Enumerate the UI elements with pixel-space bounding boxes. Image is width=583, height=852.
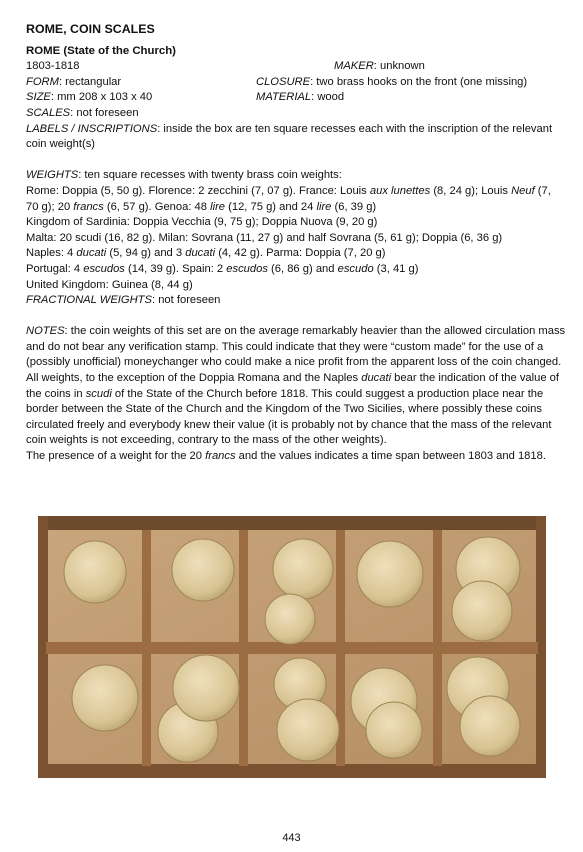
- coin-weight: [265, 594, 315, 644]
- notes-label: NOTES: [26, 325, 65, 338]
- page-title: ROME, COIN SCALES: [26, 22, 155, 36]
- form-value: : rectangular: [58, 75, 122, 88]
- coin-weight: [452, 581, 512, 641]
- maker-value: : unknown: [373, 60, 425, 73]
- coin-box-photo: [38, 516, 546, 778]
- fractional-label: FRACTIONAL WEIGHTS: [26, 294, 152, 307]
- coin-weight: [277, 699, 339, 761]
- material-field: [256, 90, 566, 106]
- date-text: 1803-1818: [26, 60, 80, 73]
- closure-label: CLOSURE: [256, 75, 311, 88]
- coin-weight: [357, 541, 423, 607]
- page-subtitle: ROME (State of the Church): [26, 44, 176, 57]
- weights-label: WEIGHTS: [26, 169, 79, 182]
- maker-label: MAKER: [334, 60, 374, 73]
- labels-value: : inside the box are ten square recesses each with the inscription of the relevant coin weight(s): [26, 122, 553, 151]
- scales-label: SCALES: [26, 106, 71, 119]
- notes-paragraph-3: The presence of a weight for the 20 francs and the values indicates a time span between 1803 and 1818.: [26, 450, 546, 463]
- form-label: FORM: [26, 75, 59, 88]
- material-value: : wood: [311, 91, 345, 104]
- weights-line-1: Rome: Doppia (5, 50 g). Florence: 2 zecchini (7, 07 g). France: Louis aux lunettes (8, 24 g); Louis Neuf (7, 70 g); 20 francs (6, 57 g). Genoa: 48 lire (12, 75 g) and 24 lire (6, 39 g): [26, 184, 551, 213]
- closure-value: : two brass hooks on the front (one missing): [310, 75, 528, 88]
- form-field: [26, 75, 256, 91]
- size-field: [26, 90, 256, 106]
- size-value: : mm 208 x 103 x 40: [50, 91, 153, 104]
- size-label: SIZE: [26, 91, 51, 104]
- notes-paragraph-2: All weights, to the exception of the Doppia Romana and the Naples ducati bear the indication of the value of the coins in scudi of the State of the Church before 1818. This could suggest a production place near the border between the State of the Church and the Kingdom of the Two Sicilies, where possibly these coins circulated freely and everybody knew their value (it is probably not by chance that the mass of the relevant coin weights is not exceeding, contrary to the mass of the other weights).: [26, 372, 560, 447]
- labels-label: LABELS / INSCRIPTIONS: [26, 122, 158, 135]
- coin-weight: [72, 665, 138, 731]
- page-number: 443: [282, 832, 301, 844]
- coin-weight: [64, 541, 126, 603]
- weights-line-4: Naples: 4 ducati (5, 94 g) and 3 ducati (4, 42 g). Parma: Doppia (7, 20 g): [26, 247, 386, 260]
- row-date-maker: [26, 59, 566, 75]
- labels-field: [26, 122, 566, 153]
- material-label: MATERIAL: [256, 91, 312, 104]
- coin-weight: [172, 539, 234, 601]
- fractional-field: [26, 293, 566, 309]
- notes-paragraph: [26, 324, 566, 371]
- row-form-closure: [26, 75, 566, 91]
- weights-line-5: Portugal: 4 escudos (14, 39 g). Spain: 2 escudos (6, 86 g) and escudo (3, 41 g): [26, 262, 419, 275]
- row-size-material: [26, 90, 566, 106]
- closure-field: [256, 75, 566, 91]
- maker-field: [256, 59, 566, 75]
- coin-weight: [273, 539, 333, 599]
- weights-line-6: United Kingdom: Guinea (8, 44 g): [26, 278, 193, 291]
- coin-weight: [173, 655, 239, 721]
- document-page: [26, 22, 566, 465]
- notes-value: : the coin weights of this set are on the average remarkably heavier than the allowed circulation mass and do not bear any verification stamp. This could indicate that they were “custom made” for the use of a (possibly unofficial) moneychanger who could make a nice profit from the apparent loss of the coin changed.: [26, 325, 566, 369]
- weights-field: [26, 168, 566, 184]
- fractional-value: : not foreseen: [151, 294, 221, 307]
- scales-field: [26, 106, 566, 122]
- weights-line-2: Kingdom of Sardinia: Doppia Vecchia (9, 75 g); Doppia Nuova (9, 20 g): [26, 216, 378, 229]
- weights-line-3: Malta: 20 scudi (16, 82 g). Milan: Sovrana (11, 27 g) and half Sovrana (5, 61 g); Doppia (6, 36 g): [26, 231, 503, 244]
- coin-weight: [460, 696, 520, 756]
- scales-value: : not foreseen: [70, 106, 139, 119]
- coin-weight: [366, 702, 422, 758]
- weights-value: : ten square recesses with twenty brass coin weights:: [78, 169, 342, 182]
